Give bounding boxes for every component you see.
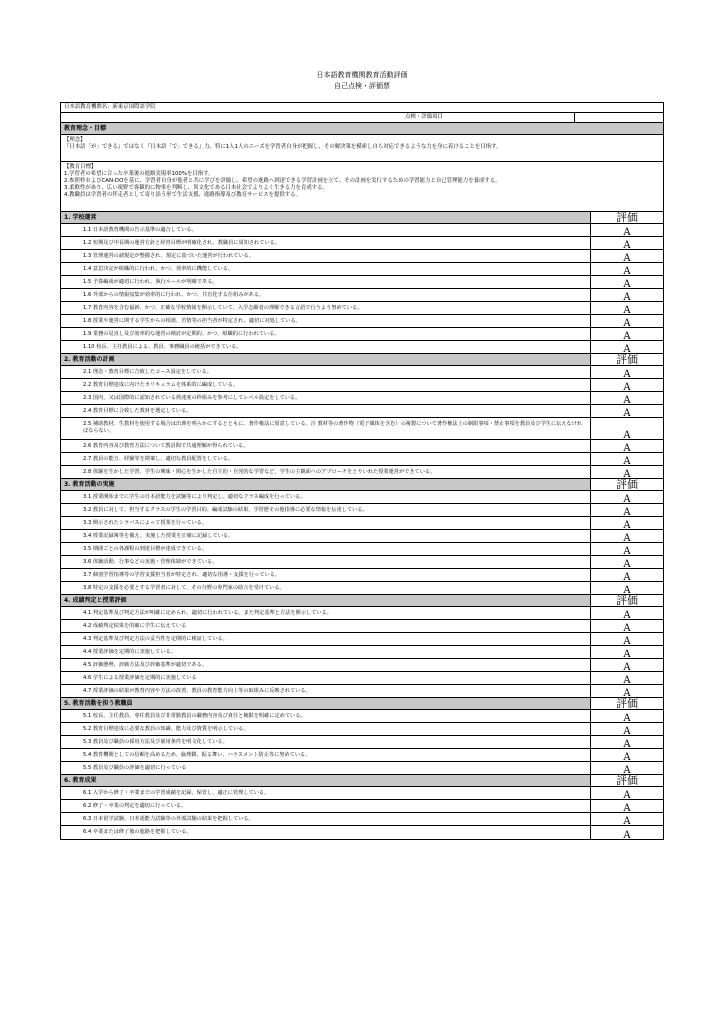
item-text: 5.4 教育機関としての信頼を高めるため、倫理観、振る舞い、ハラスメント防止等に努めている。 [83,752,311,758]
item-grade: A [623,520,631,531]
evaluation-item [61,418,663,440]
item-grade: A [623,790,631,801]
item-grade-cell [590,276,663,288]
item-text: 3.3 開示されたシラバスによって授業を行っている。 [83,520,208,526]
evaluation-item [61,440,663,453]
item-text: 4.7 授業評価の結果が教育内容や方法の改善、教員の教育能力向上等の取組みに反映されている。 [83,688,311,694]
item-grade-cell [590,302,663,314]
evaluation-column-header: 評価 [590,354,663,365]
item-text: 3.5 期間ごとの各課程の到達目標が達成できている。 [83,546,208,552]
item-text: 4.2 成績判定結果を的確に学生に伝えている [83,623,187,629]
item-grade: A [623,816,631,827]
item-grade: A [623,456,631,467]
item-text: 1.9 業務の見直し及び効率的な運営の検討が定期的、かつ、組織的に行われている。 [83,331,280,337]
item-grade: A [623,533,631,544]
item-text: 1.3 管理運営の諸規定が整備され、規定に基づいた運営が行われている。 [83,253,255,259]
item-grade: A [623,713,631,724]
item-grade: A [623,305,631,316]
evaluation-item [61,556,663,569]
section-header [61,698,663,710]
evaluation-item [61,826,663,839]
item-text: 4.5 評価態勢、評価方法及び評価基準が適切である。 [83,662,208,668]
item-grade: A [623,430,631,441]
item-grade: A [623,279,631,290]
goal-line: 1.学習者の希望に合った卒業後の進路実現率100%を目指す。 [64,171,214,177]
evaluation-item [61,302,663,315]
evaluation-item [61,466,663,479]
item-grade-cell [590,250,663,262]
item-text: 1.2 短期及び中長期の運営方針と経営目標が明確化され、教職員に周知されている。 [83,240,280,246]
item-grade-cell [590,556,663,568]
evaluation-sections [61,212,663,839]
item-grade-cell [590,379,663,391]
evaluation-item [61,749,663,762]
evaluation-item [61,530,663,543]
item-text: 3.2 教員に対して、担当するクラスの学生の学習目的、編成試験の結果、学習歴その他指導に必要な情報を伝達している。 [83,507,368,513]
item-grade: A [623,649,631,660]
item-text: 1.4 意思決定が組織的に行われ、かつ、効率的に機能している。 [83,266,234,272]
evaluation-item [61,504,663,517]
item-grade: A [623,395,631,406]
item-text: 4.3 判定基準及び判定方法の妥当性を定期的に検証している。 [83,636,228,642]
item-grade: A [623,610,631,621]
section-label: 5. 教育活動を担う教職員 [64,700,133,707]
evaluation-item [61,328,663,341]
evaluation-item [61,659,663,672]
item-grade-cell [590,685,663,697]
section-label: 4. 成績判定と授業評価 [64,597,127,604]
evaluation-item [61,582,663,595]
evaluation-column-header: 評価 [590,479,663,490]
item-grade: A [623,752,631,763]
item-grade: A [623,443,631,454]
evaluation-item [61,672,663,685]
goal-line: 4.教職員は学習者の伴走者として寄り添う形で生活支援、進路指導及び教育サービスを提供する。 [64,192,301,198]
item-grade-cell [590,491,663,503]
item-text: 1.7 教育内容を含む最新、かつ、正確な学校情報を開示していて、入学志願者の理解できる言語で行うよう努めている。 [83,305,363,311]
item-text: 1.5 予算編成が適切に行われ、執行ルールが明確である。 [83,279,218,285]
item-text: 4.4 授業評価を定期的に実施している。 [83,649,176,655]
item-text: 5.2 教育目標達成に必要な教員の知識、能力及び資質を明示している。 [83,726,249,732]
item-grade: A [623,803,631,814]
evaluation-item [61,710,663,723]
item-grade-cell [590,466,663,478]
philosophy-heading: 教育理念・目標 [61,123,663,135]
evaluation-item [61,800,663,813]
evaluation-item [61,250,663,263]
item-grade: A [623,559,631,570]
item-text: 2.8 体験を生かした学習、学生の興味・関心を生かした自主的・自発的な学習など、学生の主観面へのアプローチをとりいれた授業運営ができている。 [83,469,436,475]
item-text: 4.1 判定基準及び判定方法が明確に定められ、適切に行われている。また判定基準と方法を開示している。 [83,610,332,616]
item-grade-cell [590,289,663,301]
item-grade: A [623,585,631,596]
item-grade-cell [590,672,663,684]
evaluation-item [61,263,663,276]
evaluation-item [61,607,663,620]
evaluation-item [61,633,663,646]
item-grade: A [623,572,631,583]
item-grade-cell [590,315,663,327]
item-text: 2.2 教育目標達成に向けたカリキュラムを体系的に編成している。 [83,382,239,388]
section-header [61,775,663,787]
item-grade-cell [590,543,663,555]
item-grade-cell [590,762,663,774]
item-text: 6.3 日本留学試験、日本語能力試験等の外部試験の結果を把握している。 [83,816,254,822]
evaluation-item [61,620,663,633]
sheet-header [61,113,663,123]
item-text: 6.4 卒業または修了後の進路を把握している。 [83,829,192,835]
item-text: 2.5 補助教材、生教材を使用する場合は出典を明らかにするとともに、著作権法に留意している。注 教材等の著作物（電子媒体を含む）の複製について著作権法上の制限事項・禁止事項を教員及び学生に伝えなければならない。 [83,421,583,434]
item-text: 1.8 授業や運営に関する学生からの相談、苦情等の担当者が特定され、適切に対処している。 [83,318,301,324]
evaluation-item [61,491,663,504]
item-grade-cell [590,237,663,249]
evaluation-item [61,379,663,392]
sheet-header-label: 点検・評価項目 [405,114,443,120]
evaluation-item [61,237,663,250]
item-text: 5.3 教員及び職員の採用方法及び雇用条件を明文化している。 [83,739,228,745]
item-grade-cell [590,418,663,439]
evaluation-item [61,392,663,405]
item-grade: A [623,636,631,647]
item-text: 1.1 日本語教育機関の告示基準の適合している。 [83,227,197,233]
item-grade-cell [590,620,663,632]
section-header [61,595,663,607]
goal-line: 3.柔軟性があり、広い視野で客観的に物事を判断し、異文化である日本社会でよりよく生きる力を育成する。 [64,185,328,191]
item-grade: A [623,382,631,393]
item-grade-cell [590,646,663,658]
item-text: 2.6 教育内容及び教育方法について教員間で共通理解が得られている。 [83,443,249,449]
item-grade: A [623,546,631,557]
goal-line: 2.参照枠およびCAN-DOを基に、学習者自身が他者と共に学びを評価し、希望の進路へ到達できる学習計画を立て、その計画を実行するための学習能力と自己管理能力を養成する。 [64,178,501,184]
item-grade: A [623,253,631,264]
item-grade-cell [590,328,663,340]
item-text: 1.10 校長、主任教員による、教員、事務職員の統括ができている。 [83,344,242,350]
item-grade: A [623,726,631,737]
evaluation-item [61,813,663,826]
evaluation-item [61,341,663,354]
section-label: 6. 教育成果 [64,777,97,784]
item-grade-cell [590,440,663,452]
item-grade: A [623,765,631,776]
item-text: 3.1 授業開始までに学生の日本語能力を試験等により判定し、適切なクラス編成を行っている。 [83,494,306,500]
evaluation-item [61,405,663,418]
item-grade: A [623,240,631,251]
evaluation-item [61,453,663,466]
item-grade-cell [590,569,663,581]
evaluation-item [61,543,663,556]
item-grade-cell [590,736,663,748]
evaluation-column-header: 評価 [590,595,663,606]
section-header [61,479,663,491]
evaluation-sheet [60,102,664,840]
evaluation-item [61,366,663,379]
item-grade-cell [590,517,663,529]
section-label: 1. 学校運営 [64,214,97,221]
item-grade-cell [590,633,663,645]
item-grade-cell [590,787,663,799]
item-grade-cell [590,813,663,825]
item-grade-cell [590,607,663,619]
item-text: 3.4 授業記録簿等を備え、実施した授業を正確に記録している。 [83,533,234,539]
school-name: 日本語教育機関名：新東京国際語学院 [61,103,663,113]
section-label: 2. 教育活動の計画 [64,356,115,363]
philosophy-label: 【理念】 [64,137,86,143]
item-text: 2.4 教育目標に合致した教材を選定している。 [83,408,192,414]
item-grade-cell [590,723,663,735]
item-grade: A [623,318,631,329]
evaluation-item [61,315,663,328]
item-grade-cell [590,366,663,378]
item-grade-cell [590,710,663,722]
item-grade: A [623,662,631,673]
item-grade: A [623,494,631,505]
item-text: 2.7 教員の能力、経験等を勘案し、適切な教員配置をしている。 [83,456,233,462]
document-subtitle: 自己点検・評価票 [334,82,390,90]
item-grade-cell [590,659,663,671]
item-text: 6.1 入学から修了・卒業までの学習成績を記録、保管し、適正に管理している。 [83,790,270,796]
section-label: 3. 教育活動の実施 [64,481,115,488]
evaluation-item [61,289,663,302]
item-grade: A [623,331,631,342]
item-text: 4.6 学生による授業評価を定期的に実施している [83,675,197,681]
item-grade: A [623,507,631,518]
item-grade: A [623,623,631,634]
evaluation-item [61,569,663,582]
item-grade-cell [590,504,663,516]
item-grade: A [623,830,631,841]
evaluation-column-header: 評価 [590,775,663,786]
philosophy-text: 『日本語「が」できる』ではなく『日本語「で」できる』力、特に1人1人のニーズを学習者自身が把握し、その解決策を模索し自ら対応できるような力を身に着けることを目指す。 [64,144,502,150]
philosophy-block [61,135,663,162]
evaluation-item [61,224,663,237]
item-grade: A [623,688,631,699]
evaluation-item [61,723,663,736]
item-grade: A [623,227,631,238]
item-grade: A [623,292,631,303]
evaluation-item [61,762,663,775]
item-grade: A [623,344,631,355]
evaluation-item [61,517,663,530]
item-grade-cell [590,392,663,404]
item-grade-cell [590,453,663,465]
evaluation-item [61,736,663,749]
document-title: 日本語教育機関教育活動評価 [316,71,408,79]
item-grade-cell [590,224,663,236]
item-text: 3.8 特定の支援を必要とする学習者に対して、その分野の専門家の助言を受けている。 [83,585,285,591]
item-grade: A [623,675,631,686]
evaluation-item [61,787,663,800]
item-grade-cell [590,582,663,594]
item-text: 2.1 理念・教育目標に合致したコース設定をしている。 [83,369,212,375]
evaluation-item [61,685,663,698]
item-text: 3.6 体験活動、行事などの実施・管理体制ができている。 [83,559,218,565]
item-grade-cell [590,826,663,839]
item-text: 2.3 国内、又は国際的に認知されている熟達度の枠組みを参考にしてレベル設定をしている。 [83,395,301,401]
item-grade: A [623,739,631,750]
item-text: 1.6 外部からの情報収集が効率的に行われ、かつ、共有化する仕組みがある。 [83,292,265,298]
item-grade: A [623,469,631,480]
goals-block [61,162,663,212]
goals-label: 【教育目標】 [64,164,97,170]
item-grade-cell [590,530,663,542]
evaluation-item [61,646,663,659]
section-header [61,212,663,224]
item-text: 6.2 修了・卒業の判定を適切に行っている。 [83,803,187,809]
evaluation-column-header: 評価 [590,212,663,223]
item-grade: A [623,266,631,277]
item-text: 5.1 校長、主任教員、専任教員及び非常勤教員の職務内容及び責任と権限を明確に定めている。 [83,713,306,719]
item-grade: A [623,408,631,419]
item-grade-cell [590,800,663,812]
item-text: 3.7 個別学習指導等の学習支援担当者が特定され、適切な指導・支援を行っている。 [83,572,280,578]
section-header [61,354,663,366]
item-text: 5.5 教員及び職員の評価を適切に行っている [83,765,187,771]
item-grade-cell [590,405,663,417]
evaluation-column-header: 評価 [590,698,663,709]
evaluation-item [61,276,663,289]
item-grade-cell [590,749,663,761]
item-grade-cell [590,263,663,275]
item-grade: A [623,369,631,380]
item-grade-cell [590,341,663,353]
